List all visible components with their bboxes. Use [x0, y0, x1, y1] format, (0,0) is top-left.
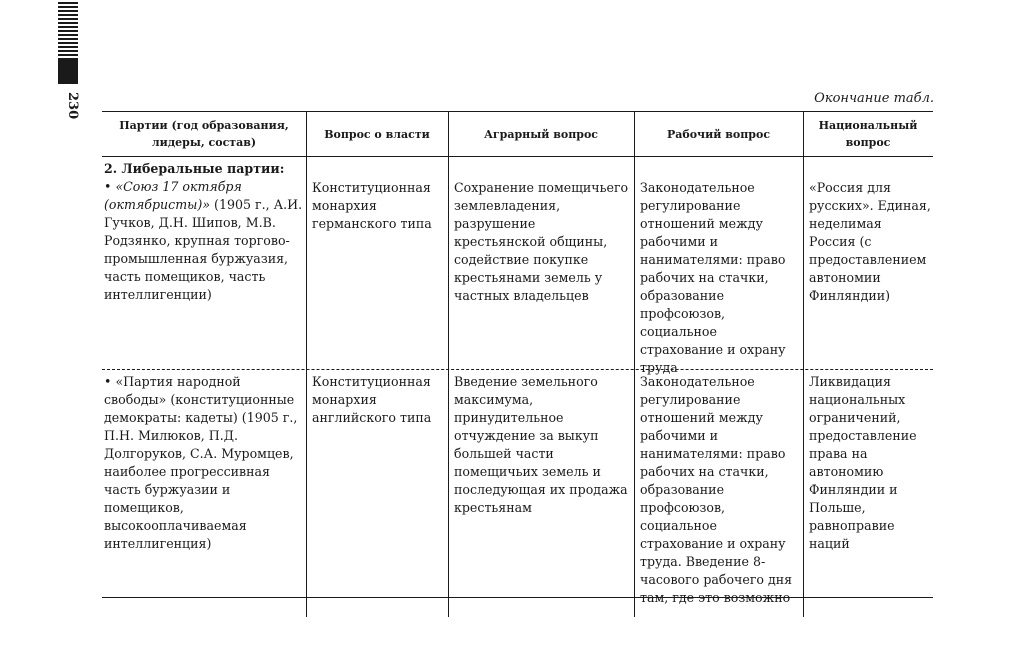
- bullet: •: [104, 374, 112, 389]
- column-divider: [306, 111, 307, 617]
- party-details: (1905 г., А.И. Гучков, Д.Н. Шипов, М.В. Родзянко, крупная торгово-промышленная буржуазия, часть помещиков, часть интеллигенции): [104, 197, 303, 302]
- row-1-party-cell: [104, 160, 304, 304]
- row-1-labor-cell: Законодательное регулирование отношений между рабочими и нанимателями: право рабочих на стачки, образование профсоюзов, социальное страхование и охрану труда: [640, 180, 786, 375]
- row-2-labor-cell: Законодательное регулирование отношений между рабочими и нанимателями: право рабочих на стачки, образование профсоюзов, социальное страхование и охрану труда. Введение 8-часового рабочего дня там, где это возможно: [640, 374, 793, 605]
- row-2-agrarian-cell: Введение земельного максимума, принудительное отчуждение за выкуп большей части помещичьих земель и последующая их продажа крестьянам: [454, 374, 628, 515]
- header-bottom-rule: [102, 156, 933, 157]
- table-caption: Окончание табл.: [814, 91, 934, 106]
- column-divider: [634, 111, 635, 617]
- row-divider-dashed: [102, 369, 933, 370]
- row-2-party-cell: [104, 373, 304, 553]
- header-parties: Партии (год образования, лидеры, состав): [119, 119, 289, 149]
- header-labor: Рабочий вопрос: [666, 127, 771, 141]
- header-national: Национальный вопрос: [818, 119, 918, 149]
- page-number: 230: [65, 92, 80, 120]
- column-divider: [803, 111, 804, 617]
- row-2-national-cell: Ликвидация национальных ограничений, предоставление права на автономию Финляндии и Польше, равноправие наций: [809, 374, 917, 551]
- party-details: (1905 г., П.Н. Милюков, П.Д. Долгоруков, С.А. Муромцев, наиболее прогрессивная часть буржуазии и помещиков, высокооплачиваемая интеллигенция): [104, 410, 298, 551]
- column-divider: [448, 111, 449, 617]
- row-1-national-cell: «Россия для русских». Единая, неделимая Россия (с предоставлением автономии Финляндии): [809, 180, 931, 303]
- party-name-cadets: «Партия народной свободы» (конституционные демократы: кадеты): [104, 374, 295, 425]
- table-bottom-rule: [102, 597, 933, 598]
- party-name-octobrists: «Союз 17 октября (октябристы)»: [104, 179, 242, 212]
- section-title: 2. Либеральные партии:: [104, 161, 285, 176]
- header-power: Вопрос о власти: [324, 127, 430, 141]
- header-agrarian: Аграрный вопрос: [483, 127, 599, 141]
- row-1-agrarian-cell: Сохранение помещичьего землевладения, разрушение крестьянской общины, содействие покупке крестьянами земель у частных владельцев: [454, 180, 629, 303]
- bullet: •: [104, 179, 112, 194]
- row-1-power-cell: Конституционная монархия германского типа: [312, 180, 432, 231]
- margin-barcode-mark: [58, 2, 78, 84]
- row-2-power-cell: Конституционная монархия английского типа: [312, 374, 432, 425]
